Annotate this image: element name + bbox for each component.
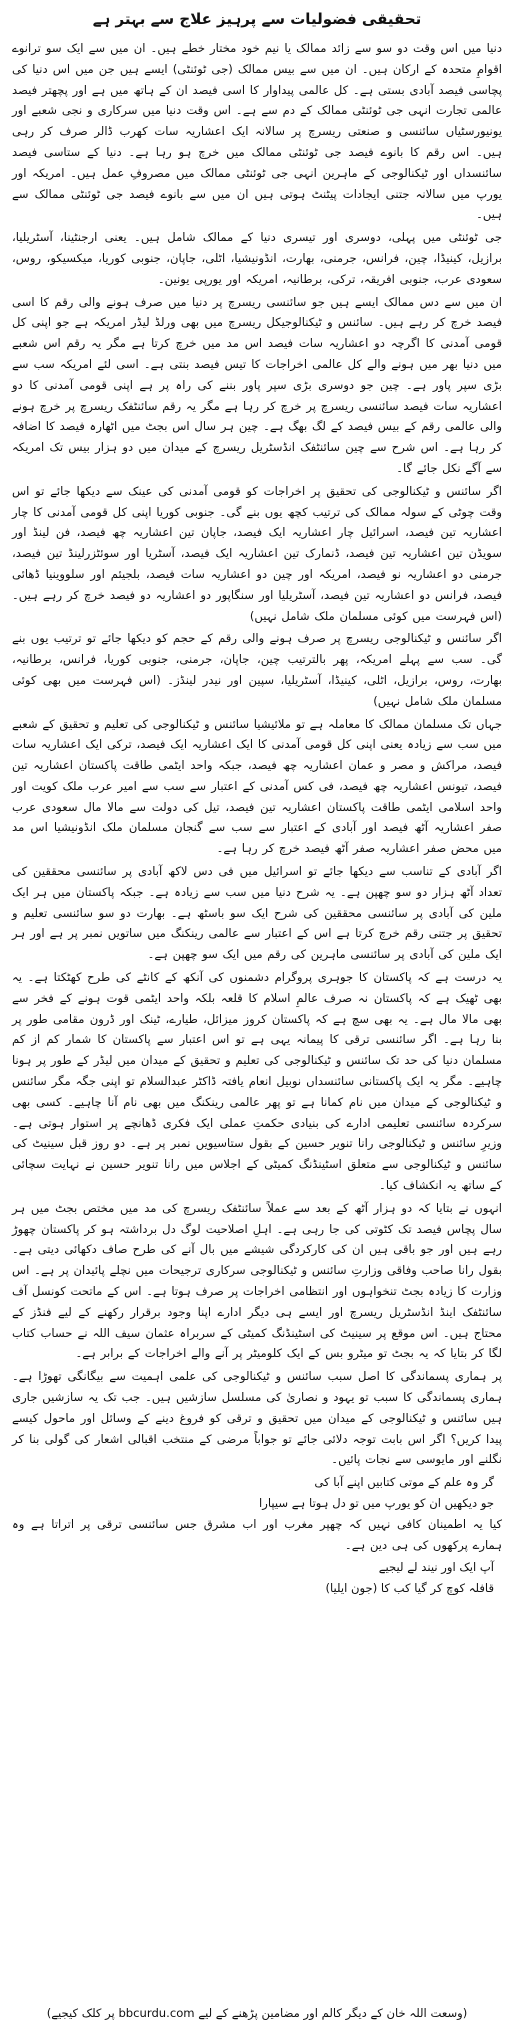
article-paragraph: پر ہماری پسماندگی کا اصل سبب سائنس و ٹیکنالوجی کی علمی اہمیت سے بیگانگی تھوڑا ہے۔ ہماری پسماندگی کا سبب تو یہود و نصاریٰ کی مسلسل سازشیں ہیں۔ جب تک یہ سازشیں جاری ہیں سائنس و ٹیکنالوجی کے میدان میں تحقیق و ترقی کو فروغ دینے کے وسائل اور ماحول کیسے پیدا کریں؟ اگر اس بابت توجہ دلائی جائے تو جواباً مرضی کے منتخب اقبالی اشعار کی گولی بنا کر نگلنے اور مایوسی سے نجات پائیں۔ <box>12 1369 502 1467</box>
article-title: تحقیقی فضولیات سے پرہیز علاج سے بہتر ہے <box>92 10 422 28</box>
article-paragraph: اگر سائنس و ٹیکنالوجی کی تحقیق پر اخراجات کو قومی آمدنی کی عینک سے دیکھا جائے تو اس وقت چوٹی کے سولہ ممالک کی ترتیب کچھ یوں بنے گی۔ جنوبی کوریا اپنی کل قومی آمدنی کا چار اعشاریہ تین فیصد، اسرائیل چار اعشاریہ ایک فیصد، جاپان تین اعشاریہ چھ فیصد، فن لینڈ اور سویڈن تین اعشاریہ تین فیصد، ڈنمارک تین اعشاریہ ایک فیصد، آسٹریا اور سوئٹزرلینڈ تین فیصد، جرمنی دو اعشاریہ نو فیصد، امریکہ اور چین دو اعشاریہ سات فیصد، بلجیئم اور سلووینیا ڈھائی فیصد، فرانس دو اعشاریہ تین فیصد، آسٹریلیا اور سنگاپور دو اعشاریہ دو فیصد خرچ کر رہے ہیں۔ (اس فہرست میں کوئی مسلمان ملک شامل نہیں) <box>12 483 502 623</box>
article-paragraph: یہ درست ہے کہ پاکستان کا جوہری پروگرام دشمنوں کی آنکھ کے کانٹے کی طرح کھٹکتا ہے۔ یہ بھی ٹھیک ہے کہ پاکستان نہ صرف عالمِ اسلام کا قلعہ بلکہ واحد ایٹمی قوت ہونے کے فخر سے بھی مالا مال ہے۔ یہ بھی سچ ہے کہ پاکستان کروز میزائل، طیارے، ٹینک اور ڈرون مقامی طور پر بنا رہا ہے۔ اگر سائنسی ترقی کا پیمانہ یہی ہے تو اس اعتبار سے پاکستان کا شمار کم از کم مسلمان دنیا کی حد تک سائنس و ٹیکنالوجی کی تعلیم و تحقیق کے میدان میں لیڈر کے طور پر ہونا چاہیے۔ مگر یہ ایک پاکستانی سائنسداں نوبیل انعام یافتہ ڈاکٹر عبدالسلام تو اپنی جگہ مگر سائنس و ٹیکنالوجی کے میدان میں نام کمانا ہے تو پھر عالمی رینکنگ میں بھی نام آنا چاہیے۔ کسی بھی سرکردہ سائنسی تعلیمی ادارے کی بنیادی حکمتِ عملی ایک فکری ڈھانچے پر استوار ہوتی ہے۔ وزیرِ سائنس و ٹیکنالوجی رانا تنویر حسین کے بقول ستاسیویں نمبر پر ہے۔ دو روز قبل سینیٹ کی سائنس و ٹیکنالوجی سے متعلق اسٹینڈنگ کمیٹی کے اجلاس میں رانا تنویر حسین نے نہایت سچائی کے ساتھ یہ انکشاف کیا۔ <box>12 970 502 1193</box>
poem-verse: قافلہ کوچ کر گیا کب کا (جون ایلیا) <box>325 1581 494 1596</box>
bbcurdu-link[interactable] <box>118 2006 194 2020</box>
article-paragraph: دنیا میں اس وقت دو سو سے زائد ممالک یا نیم خود مختار خطے ہیں۔ ان میں سے ایک سو ترانوے اقوامِ متحدہ کے ارکان ہیں۔ ان میں سے بیس ممالک (جی ٹوئنٹی) ایسے ہیں جن میں اس دنیا کی پچاسی فیصد آبادی بستی ہے۔ کل عالمی پیداوار کا اسی فیصد ان کے ہاتھ میں ہے اور پچھتر فیصد عالمی تجارت انہی جی ٹوئنٹی ممالک کے دم سے ہے۔ اس وقت دنیا میں سرکاری و نجی شعبے اور یونیورسٹیاں سائنسی و صنعتی ریسرچ پر سالانہ ایک اعشاریہ سات کھرب ڈالر صرف کر رہی ہیں۔ اس رقم کا بانوے فیصد جی ٹوئنٹی ممالک میں خرچ ہو رہا ہے۔ دنیا کے ستاسی فیصد سائنسداں اور ٹیکنالوجی کے ماہرین انہی جی ٹوئنٹی ممالک میں مصروفِ عمل ہیں۔ امریکہ اور یورپ میں سالانہ جتنی ایجادات پیٹنٹ ہوتی ہیں ان میں سے بانوے فیصد جی ٹوئنٹی ممالک سے ہیں۔ <box>12 41 502 222</box>
article-paragraph: ان میں سے دس ممالک ایسے ہیں جو سائنسی ریسرچ پر دنیا میں صرف ہونے والی رقم کا اسی فیصد خرچ کر رہے ہیں۔ سائنس و ٹیکنالوجیکل ریسرچ میں بھی ورلڈ لیڈر امریکہ ہے جو اپنی کل قومی آمدنی کا اگرچہ دو اعشاریہ سات فیصد اس مد میں خرچ کرتا ہے مگر یہ رقم اس شعبے میں دنیا بھر میں ہونے والے کل عالمی اخراجات کا تیس فیصد بنتی ہے۔ اسی لئے امریکہ سب سے بڑی سپر پاور ہے۔ چین جو دوسری بڑی سپر پاور بننے کی راہ پر ہے اپنی قومی آمدنی کا دو اعشاریہ سات فیصد سائنسی ریسرچ پر خرچ کر رہا ہے مگر یہ رقم سائنٹفک ریسرچ پر خرچ ہونے والی عالمی رقم کے بیس فیصد کے لگ بھگ ہے۔ چین ہر سال اس بجٹ میں اٹھارہ فیصد کا اضافہ کر رہا ہے۔ اس شرح سے چین سائنٹفک انڈسٹریل ریسرچ کے میدان میں دو ہزار بیس تک امریکہ سے آگے نکل جائے گا۔ <box>12 294 502 475</box>
poem-verse: جو دیکھیں ان کو یورپ میں تو دل ہوتا ہے سیپارا <box>259 1495 494 1510</box>
author-footer <box>12 2002 502 2024</box>
article-paragraph: جہاں تک مسلمان ممالک کا معاملہ ہے تو ملائیشیا سائنس و ٹیکنالوجی کی تعلیم و تحقیق کے شعبے میں سب سے زیادہ یعنی اپنی کل قومی آمدنی کا ایک اعشاریہ ایک فیصد، ترکی ایک اعشاریہ سات فیصد، مراکش و مصر و عمان اعشاریہ چھ فیصد، جبکہ واحد ایٹمی طاقت پاکستان اعشاریہ تین فیصد، تیونس اعشاریہ چھ فیصد، فی کس آمدنی کے اعتبار سے سب سے امیر عرب ملک کویت اور واحد اسلامی ایٹمی طاقت پاکستان اعشاریہ تین فیصد، تیل کی دولت سے مالا مال سعودی عرب صفر اعشاریہ آٹھ فیصد اور آبادی کے اعتبار سے سب سے گنجان مسلمان ملک انڈونیشیا اس مد میں محض صفر اعشاریہ صفر آٹھ فیصد خرچ کر رہا ہے۔ <box>12 716 502 856</box>
poem-verse: گر وہ علم کے موتی کتابیں اپنے آبا کی <box>314 1475 494 1490</box>
poem-verse: آپ ایک اور نیند لے لیجیے <box>378 1560 494 1575</box>
article-paragraph: انہوں نے بتایا کہ دو ہزار آٹھ کے بعد سے عملاً سائنٹفک ریسرچ کی مد میں مختص بجٹ میں ہر سال پچاس فیصد تک کٹوتی کی جا رہی ہے۔ اہلِ اصلاحیت لوگ دل برداشتہ ہو کر پاکستان چھوڑ رہے ہیں اور جو باقی ہیں ان کی کارکردگی شیشے میں بال آنے کی طرح صاف دکھائی دیتی ہے۔ بقول رانا صاحب وفاقی وزارتِ سائنس و ٹیکنالوجی سرکاری ترجیحات میں نچلے پائیدان پر ہے۔ اس وزارت کا زیادہ بجٹ تنخواہوں اور انتظامی اخراجات پر صرف ہوتا ہے۔ اس کے ماتحت کونسل آف سائنٹفک اینڈ انڈسٹریل ریسرچ اور ایسے ہی دیگر ادارے اپنا وجود برقرار رکھنے کے لیے فنڈز کے محتاج ہیں۔ اس موقع پر سینیٹ کی اسٹینڈنگ کمیٹی کے سربراہ عثمان سیف اللہ نے حساب کتاب لگا کر بتایا کہ یہ بجٹ تو میٹرو بس کے ایک کلومیٹر پر آنے والے اخراجات کے برابر ہے۔ <box>12 1200 502 1361</box>
article-paragraph: کیا یہ اطمینان کافی نہیں کہ چھپر مغرب اور اب مشرق جس سائنسی ترقی پر اتراتا ہے وہ ہمارے پرکھوں کی ہی دین ہے۔ <box>12 1516 502 1552</box>
footer-text: (وسعت اللہ خان کے دیگر کالم اور مضامین پڑھنے کے لیے <box>198 2006 468 2020</box>
footer-suffix: پر کلک کیجیے) <box>46 2006 115 2020</box>
article-paragraph: اگر آبادی کے تناسب سے دیکھا جائے تو اسرائیل میں فی دس لاکھ آبادی پر سائنسی محققین کی تعداد آٹھ ہزار دو سو چھپن ہے۔ یہ شرح دنیا میں سب سے زیادہ ہے۔ جبکہ پاکستان میں ہر ایک ملین کی آبادی پر سائنسی محققین کی شرح ایک سو باسٹھ ہے۔ بھارت دو سو سائنسی تعلیم و تحقیق پر جتنی رقم خرچ کرتا ہے اس کے اعتبار سے عالمی رینکنگ میں ساتویں نمبر پر ہے اور ہر ایک ملین کی آبادی پر سائنسی ماہرین کی رقم میں ایک سو چھپن ہے۔ <box>12 864 502 962</box>
article-paragraph: جی ٹوئنٹی میں پہلی، دوسری اور تیسری دنیا کے ممالک شامل ہیں۔ یعنی ارجنٹینا، آسٹریلیا، برازیل، کینیڈا، چین، فرانس، جرمنی، بھارت، انڈونیشیا، اٹلی، جاپان، جنوبی کوریا، میکسیکو، روس، سعودی عرب، جنوبی افریقہ، ترکی، برطانیہ، امریکہ اور یورپی یونین۔ <box>12 230 502 286</box>
footer-site: bbcurdu.com <box>118 2006 195 2020</box>
article-paragraph: اگر سائنس و ٹیکنالوجی ریسرچ پر صرف ہونے والی رقم کے حجم کو دیکھا جائے تو ترتیب یوں بنے گی۔ سب سے پہلے امریکہ، پھر بالترتیب چین، جاپان، جرمنی، جنوبی کوریا، فرانس، برطانیہ، بھارت، روس، برازیل، اٹلی، کینیڈا، آسٹریلیا، سپین اور نیدر لینڈز۔ (اس فہرست میں بھی کوئی مسلمان ملک شامل نہیں) <box>12 631 502 708</box>
